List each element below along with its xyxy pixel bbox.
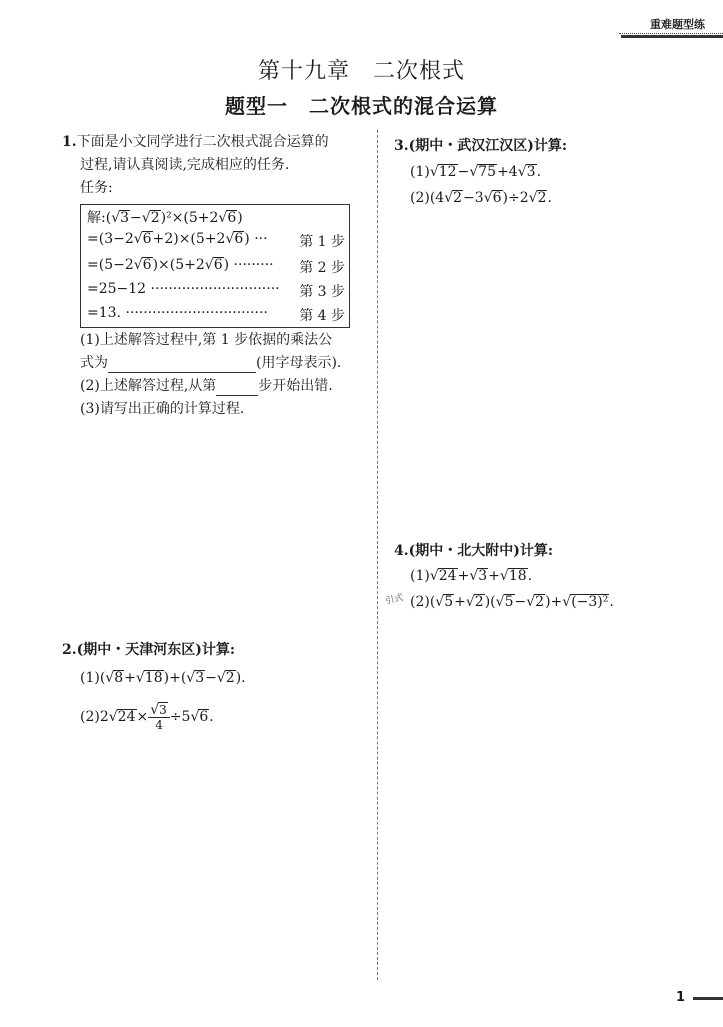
q1-task-label: 任务: xyxy=(80,180,113,196)
q1-sub1-a: (1)上述解答过程中,第 1 步依据的乘法公 xyxy=(80,332,333,348)
q2-header xyxy=(62,640,235,660)
q3-part2: (2)(4√2−3√6)÷2√2. xyxy=(410,190,552,206)
q1-sub1-c: (用字母表示). xyxy=(256,355,342,371)
q2-part1: (1)(√8+√18)+(√3−√2). xyxy=(80,670,246,686)
q4-header xyxy=(394,541,553,561)
q3-header xyxy=(394,136,567,156)
header-bar xyxy=(621,35,723,38)
chapter-subtitle: 题型一 二次根式的混合运算 xyxy=(225,94,498,118)
page-number: 1 xyxy=(675,990,685,1005)
q1-step-2: 第 2 步 xyxy=(299,260,345,276)
q1-answer-blank-1[interactable] xyxy=(108,356,256,373)
q1-step-3: 第 3 步 xyxy=(299,284,345,300)
q2-part2: (2)2√24× $\frac{√3}{4}$ ÷5√6. xyxy=(80,702,214,732)
q3-number: 3. xyxy=(394,138,409,154)
q4-part2: (2)(√5+√2)(√5−√2)+√(−3)². xyxy=(410,594,614,610)
q1-solution-line-4: =13. ································ xyxy=(87,305,268,321)
q1-step-1: 第 1 步 xyxy=(299,234,345,250)
q1-sub3: (3)请写出正确的计算过程. xyxy=(80,401,245,417)
q1-sub2-b: 步开始出错. xyxy=(258,378,333,394)
chapter-title: 第十九章 二次根式 xyxy=(257,59,465,84)
q1-text xyxy=(62,132,329,152)
column-divider xyxy=(377,130,378,980)
header-dotted-rule xyxy=(619,33,723,34)
footer-bar xyxy=(693,997,723,1000)
q1-solution-line-0: 解:(√3−√2)²×(5+2√6) xyxy=(87,210,243,226)
q4-number: 4. xyxy=(394,543,409,559)
q1-solution-line-1: =(3−2√6+2)×(5+2√6) ··· xyxy=(87,231,268,247)
q3-part1: (1)√12−√75+4√3. xyxy=(410,164,542,180)
q1-solution-box xyxy=(80,204,350,328)
q1-solution-line-3: =25−12 ····························· xyxy=(87,281,280,297)
q1-number: 1. xyxy=(62,134,77,150)
q1-sub2-line xyxy=(80,376,333,396)
q1-answer-blank-2[interactable] xyxy=(216,379,258,396)
q1-sub2-a: (2)上述解答过程,从第 xyxy=(80,378,217,394)
q2-source: (期中・天津河东区)计算: xyxy=(76,642,236,658)
handwritten-scribble: 引式 xyxy=(384,593,405,607)
q1-solution-line-2: =(5−2√6)×(5+2√6) ········· xyxy=(87,257,274,273)
q2-fraction: $\frac{√3}{4}$ xyxy=(148,702,170,732)
q4-source: (期中・北大附中)计算: xyxy=(408,543,554,559)
q1-line2: 过程,请认真阅读,完成相应的任务. xyxy=(80,157,290,173)
q1-sub1-b: 式为 xyxy=(80,355,108,371)
q1-sub1-line xyxy=(80,353,341,373)
q4-part1: (1)√24+√3+√18. xyxy=(410,568,533,584)
section-tag: 重难题型练 xyxy=(650,18,705,31)
q1-line1: 下面是小文同学进行二次根式混合运算的 xyxy=(76,134,329,150)
q2-number: 2. xyxy=(62,642,77,658)
q3-source: (期中・武汉江汉区)计算: xyxy=(408,138,568,154)
q1-step-4: 第 4 步 xyxy=(299,308,345,324)
